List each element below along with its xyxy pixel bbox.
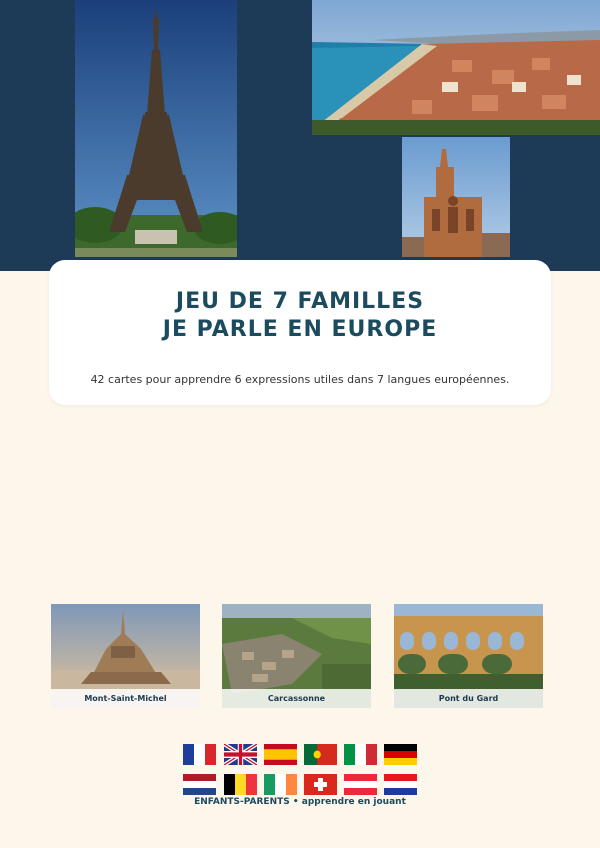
portugal-flag-icon xyxy=(304,744,337,765)
nice-coast-photo xyxy=(312,0,600,135)
belgium-flag-icon xyxy=(224,774,257,795)
austria-flag-icon xyxy=(344,774,377,795)
title-card xyxy=(49,260,551,405)
subtitle: 42 cartes pour apprendre 6 expressions utiles dans 7 langues européennes. xyxy=(90,373,510,386)
thumbnail-caption: Carcassonne xyxy=(222,689,371,708)
title-line-2: JE PARLE EN EUROPE xyxy=(162,317,438,342)
eiffel-tower-photo xyxy=(75,0,237,257)
ireland-flag-icon xyxy=(264,774,297,795)
title-line-1: JEU DE 7 FAMILLES xyxy=(175,289,425,314)
thumbnail-mont-saint-michel xyxy=(51,604,200,708)
thumbnail-carcassonne xyxy=(222,604,371,708)
footer-tagline: ENFANTS-PARENTS • apprendre en jouant xyxy=(194,797,406,807)
strasbourg-cathedral-photo xyxy=(402,137,510,257)
germany-flag-icon xyxy=(384,744,417,765)
spain-flag-icon xyxy=(264,744,297,765)
france-flag-icon xyxy=(183,744,216,765)
uk-flag-icon xyxy=(224,744,257,765)
luxembourg-flag-icon xyxy=(384,774,417,795)
page-title xyxy=(49,288,551,344)
thumbnail-caption: Mont-Saint-Michel xyxy=(51,689,200,708)
thumbnail-pont-du-gard xyxy=(394,604,543,708)
netherlands-flag-icon xyxy=(183,774,216,795)
italy-flag-icon xyxy=(344,744,377,765)
switzerland-flag-icon xyxy=(304,774,337,795)
thumbnail-caption: Pont du Gard xyxy=(394,689,543,708)
